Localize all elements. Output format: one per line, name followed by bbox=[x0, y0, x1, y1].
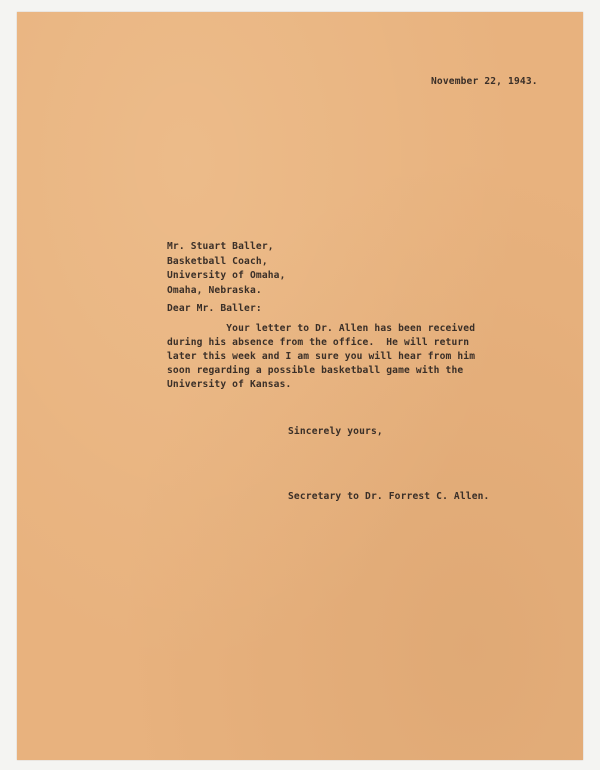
recipient-address bbox=[167, 240, 286, 298]
salutation: Dear Mr. Baller: bbox=[167, 303, 262, 314]
signature-line: Secretary to Dr. Forrest C. Allen. bbox=[288, 491, 490, 502]
letter-date: November 22, 1943. bbox=[431, 76, 538, 87]
complimentary-close: Sincerely yours, bbox=[288, 426, 383, 437]
address-line: University of Omaha, bbox=[167, 270, 286, 281]
address-line: Basketball Coach, bbox=[167, 255, 268, 267]
body-line: during his absence from the office. He will return bbox=[167, 337, 470, 348]
body-line: University of Kansas. bbox=[167, 379, 292, 390]
body-line: later this week and I am sure you will hear from him bbox=[167, 351, 476, 362]
address-line: Omaha, Nebraska. bbox=[167, 284, 262, 296]
address-line: Mr. Stuart Baller, bbox=[167, 241, 274, 252]
body-line: soon regarding a possible basketball game with the bbox=[167, 365, 464, 376]
letter-sheet bbox=[17, 12, 583, 760]
letter-body bbox=[167, 322, 475, 392]
body-line: Your letter to Dr. Allen has been received bbox=[167, 323, 476, 334]
